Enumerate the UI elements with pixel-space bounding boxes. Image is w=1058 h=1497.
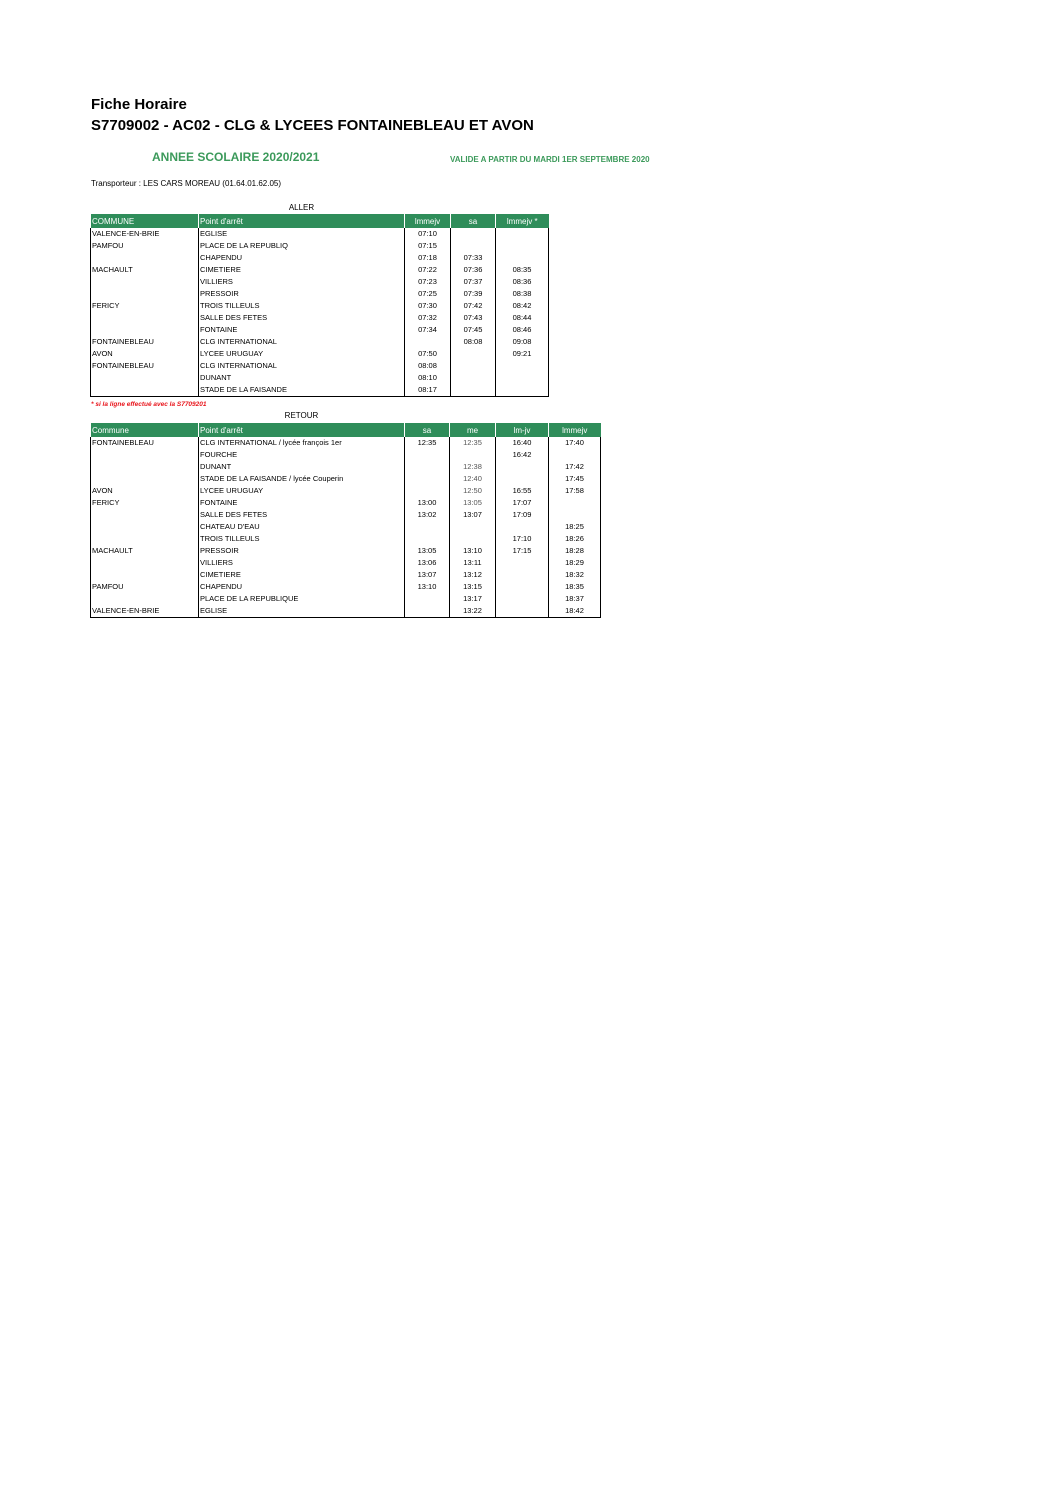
stop-cell: PLACE DE LA REPUBLIQ (199, 240, 405, 252)
commune-cell: PAMFOU (91, 581, 199, 593)
stop-cell: CLG INTERNATIONAL / lycée françois 1er (199, 437, 405, 449)
time-cell: 16:42 (496, 449, 549, 461)
table-row (91, 360, 549, 372)
time-cell: 08:46 (496, 324, 549, 336)
time-cell: 07:23 (405, 276, 451, 288)
aller-column-header: COMMUNE (91, 214, 199, 228)
time-cell (451, 240, 496, 252)
time-cell: 08:17 (405, 384, 451, 397)
time-cell (496, 473, 549, 485)
stop-cell: CHAPENDU (199, 581, 405, 593)
retour-timetable (90, 423, 601, 618)
table-row (91, 240, 549, 252)
time-cell: 08:08 (451, 336, 496, 348)
time-cell: 17:07 (496, 497, 549, 509)
commune-cell: MACHAULT (91, 545, 199, 557)
time-cell: 18:25 (549, 521, 601, 533)
commune-cell (91, 384, 199, 397)
time-cell: 07:15 (405, 240, 451, 252)
table-row (91, 312, 549, 324)
time-cell: 17:42 (549, 461, 601, 473)
stop-cell: TROIS TILLEULS (199, 300, 405, 312)
table-row (91, 497, 601, 509)
commune-cell: PAMFOU (91, 240, 199, 252)
time-cell: 12:40 (450, 473, 496, 485)
table-row (91, 288, 549, 300)
stop-cell: DUNANT (199, 461, 405, 473)
table-row (91, 533, 601, 545)
time-cell (496, 360, 549, 372)
stop-cell: SALLE DES FETES (199, 312, 405, 324)
commune-cell: VALENCE-EN-BRIE (91, 605, 199, 618)
aller-footnote: * si la ligne effectué avec la S7709201 (91, 401, 207, 408)
table-row (91, 605, 601, 618)
stop-cell: TROIS TILLEULS (199, 533, 405, 545)
time-cell: 16:55 (496, 485, 549, 497)
stop-cell: EGLISE (199, 605, 405, 618)
time-cell: 18:28 (549, 545, 601, 557)
time-cell: 17:58 (549, 485, 601, 497)
stop-cell: PRESSOIR (199, 545, 405, 557)
time-cell (405, 336, 451, 348)
commune-cell (91, 473, 199, 485)
time-cell: 07:43 (451, 312, 496, 324)
time-cell (405, 485, 450, 497)
table-row (91, 473, 601, 485)
stop-cell: CIMETIERE (199, 569, 405, 581)
stop-cell: LYCEE URUGUAY (199, 485, 405, 497)
time-cell: 07:32 (405, 312, 451, 324)
time-cell (496, 372, 549, 384)
time-cell: 17:40 (549, 437, 601, 449)
time-cell (451, 360, 496, 372)
time-cell: 08:42 (496, 300, 549, 312)
table-row (91, 485, 601, 497)
time-cell: 17:09 (496, 509, 549, 521)
commune-cell (91, 252, 199, 264)
time-cell: 07:42 (451, 300, 496, 312)
time-cell: 13:10 (450, 545, 496, 557)
time-cell (496, 252, 549, 264)
stop-cell: LYCEE URUGUAY (199, 348, 405, 360)
commune-cell (91, 276, 199, 288)
time-cell: 07:25 (405, 288, 451, 300)
table-row (91, 545, 601, 557)
aller-title: ALLER (288, 203, 315, 212)
stop-cell: FOURCHE (199, 449, 405, 461)
time-cell: 18:42 (549, 605, 601, 618)
time-cell: 18:26 (549, 533, 601, 545)
retour-title: RETOUR (284, 411, 319, 420)
time-cell: 17:10 (496, 533, 549, 545)
carrier-info: Transporteur : LES CARS MOREAU (01.64.01.62.05) (91, 179, 282, 188)
time-cell (549, 509, 601, 521)
time-cell (496, 240, 549, 252)
time-cell (405, 521, 450, 533)
commune-cell: FERICY (91, 300, 199, 312)
time-cell: 18:29 (549, 557, 601, 569)
time-cell: 16:40 (496, 437, 549, 449)
time-cell (405, 461, 450, 473)
table-row (91, 557, 601, 569)
commune-cell (91, 509, 199, 521)
stop-cell: DUNANT (199, 372, 405, 384)
time-cell (549, 449, 601, 461)
time-cell: 13:10 (405, 581, 450, 593)
stop-cell: CLG INTERNATIONAL (199, 360, 405, 372)
time-cell: 07:10 (405, 228, 451, 240)
table-row (91, 228, 549, 240)
table-row (91, 593, 601, 605)
time-cell: 13:15 (450, 581, 496, 593)
time-cell: 08:44 (496, 312, 549, 324)
time-cell: 07:22 (405, 264, 451, 276)
commune-cell: FONTAINEBLEAU (91, 437, 199, 449)
time-cell: 07:36 (451, 264, 496, 276)
table-row (91, 521, 601, 533)
time-cell: 13:07 (405, 569, 450, 581)
commune-cell (91, 449, 199, 461)
table-row (91, 437, 601, 449)
commune-cell (91, 324, 199, 336)
time-cell (405, 605, 450, 618)
time-cell (549, 497, 601, 509)
commune-cell: VALENCE-EN-BRIE (91, 228, 199, 240)
time-cell (450, 533, 496, 545)
time-cell: 13:05 (405, 545, 450, 557)
stop-cell: VILLIERS (199, 557, 405, 569)
time-cell: 13:07 (450, 509, 496, 521)
time-cell (496, 569, 549, 581)
time-cell: 13:17 (450, 593, 496, 605)
time-cell (451, 228, 496, 240)
time-cell (496, 228, 549, 240)
stop-cell: CLG INTERNATIONAL (199, 336, 405, 348)
time-cell (450, 521, 496, 533)
time-cell: 13:02 (405, 509, 450, 521)
time-cell (496, 521, 549, 533)
retour-column-header: sa (405, 423, 450, 437)
commune-cell (91, 521, 199, 533)
commune-cell (91, 288, 199, 300)
table-row (91, 324, 549, 336)
table-row (91, 276, 549, 288)
line-title: S7709002 - AC02 - CLG & LYCEES FONTAINEBLEAU ET AVON (91, 117, 534, 134)
aller-timetable (90, 214, 549, 397)
time-cell: 07:45 (451, 324, 496, 336)
time-cell (496, 581, 549, 593)
stop-cell: PLACE DE LA REPUBLIQUE (199, 593, 405, 605)
school-year: ANNEE SCOLAIRE 2020/2021 (152, 150, 320, 164)
time-cell (450, 449, 496, 461)
time-cell: 08:35 (496, 264, 549, 276)
stop-cell: SALLE DES FETES (199, 509, 405, 521)
commune-cell (91, 593, 199, 605)
commune-cell (91, 461, 199, 473)
time-cell: 08:08 (405, 360, 451, 372)
commune-cell: FERICY (91, 497, 199, 509)
retour-column-header: me (450, 423, 496, 437)
commune-cell: FONTAINEBLEAU (91, 360, 199, 372)
commune-cell (91, 569, 199, 581)
time-cell (496, 461, 549, 473)
time-cell (405, 533, 450, 545)
aller-column-header: sa (451, 214, 496, 228)
validity-date: VALIDE A PARTIR DU MARDI 1ER SEPTEMBRE 2020 (450, 155, 650, 164)
stop-cell: FONTAINE (199, 497, 405, 509)
retour-column-header: lmmejv (549, 423, 601, 437)
time-cell (405, 473, 450, 485)
time-cell (451, 348, 496, 360)
time-cell (405, 593, 450, 605)
time-cell (405, 449, 450, 461)
commune-cell (91, 312, 199, 324)
retour-column-header: Commune (91, 423, 199, 437)
commune-cell: AVON (91, 348, 199, 360)
time-cell (496, 384, 549, 397)
time-cell: 09:21 (496, 348, 549, 360)
table-row (91, 509, 601, 521)
time-cell: 12:50 (450, 485, 496, 497)
time-cell: 12:35 (405, 437, 450, 449)
time-cell: 17:45 (549, 473, 601, 485)
time-cell: 13:05 (450, 497, 496, 509)
stop-cell: STADE DE LA FAISANDE / lycée Couperin (199, 473, 405, 485)
table-row (91, 372, 549, 384)
table-row (91, 336, 549, 348)
time-cell: 07:33 (451, 252, 496, 264)
time-cell: 18:35 (549, 581, 601, 593)
time-cell: 17:15 (496, 545, 549, 557)
time-cell (451, 372, 496, 384)
commune-cell: MACHAULT (91, 264, 199, 276)
commune-cell: AVON (91, 485, 199, 497)
commune-cell: FONTAINEBLEAU (91, 336, 199, 348)
commune-cell (91, 372, 199, 384)
time-cell: 08:38 (496, 288, 549, 300)
time-cell: 13:11 (450, 557, 496, 569)
time-cell: 13:06 (405, 557, 450, 569)
stop-cell: CHATEAU D'EAU (199, 521, 405, 533)
commune-cell (91, 533, 199, 545)
time-cell: 07:30 (405, 300, 451, 312)
time-cell (496, 593, 549, 605)
table-row (91, 348, 549, 360)
time-cell: 07:39 (451, 288, 496, 300)
aller-column-header: lmmejv (405, 214, 451, 228)
aller-column-header: lmmejv * (496, 214, 549, 228)
document-title: Fiche Horaire (91, 96, 187, 113)
stop-cell: FONTAINE (199, 324, 405, 336)
time-cell: 18:32 (549, 569, 601, 581)
stop-cell: CHAPENDU (199, 252, 405, 264)
time-cell: 18:37 (549, 593, 601, 605)
time-cell: 07:18 (405, 252, 451, 264)
time-cell (496, 557, 549, 569)
stop-cell: STADE DE LA FAISANDE (199, 384, 405, 397)
table-row (91, 300, 549, 312)
stop-cell: EGLISE (199, 228, 405, 240)
time-cell: 12:35 (450, 437, 496, 449)
time-cell: 13:22 (450, 605, 496, 618)
table-row (91, 264, 549, 276)
aller-column-header: Point d'arrêt (199, 214, 405, 228)
time-cell: 07:50 (405, 348, 451, 360)
time-cell: 08:10 (405, 372, 451, 384)
commune-cell (91, 557, 199, 569)
table-row (91, 569, 601, 581)
retour-column-header: Point d'arrêt (199, 423, 405, 437)
time-cell: 12:38 (450, 461, 496, 473)
retour-column-header: lm-jv (496, 423, 549, 437)
table-row (91, 449, 601, 461)
stop-cell: VILLIERS (199, 276, 405, 288)
time-cell: 07:37 (451, 276, 496, 288)
time-cell: 13:12 (450, 569, 496, 581)
time-cell (496, 605, 549, 618)
table-row (91, 461, 601, 473)
time-cell: 08:36 (496, 276, 549, 288)
stop-cell: CIMETIERE (199, 264, 405, 276)
time-cell: 13:00 (405, 497, 450, 509)
table-row (91, 581, 601, 593)
table-row (91, 384, 549, 397)
table-row (91, 252, 549, 264)
stop-cell: PRESSOIR (199, 288, 405, 300)
time-cell: 07:34 (405, 324, 451, 336)
time-cell: 09:08 (496, 336, 549, 348)
time-cell (451, 384, 496, 397)
